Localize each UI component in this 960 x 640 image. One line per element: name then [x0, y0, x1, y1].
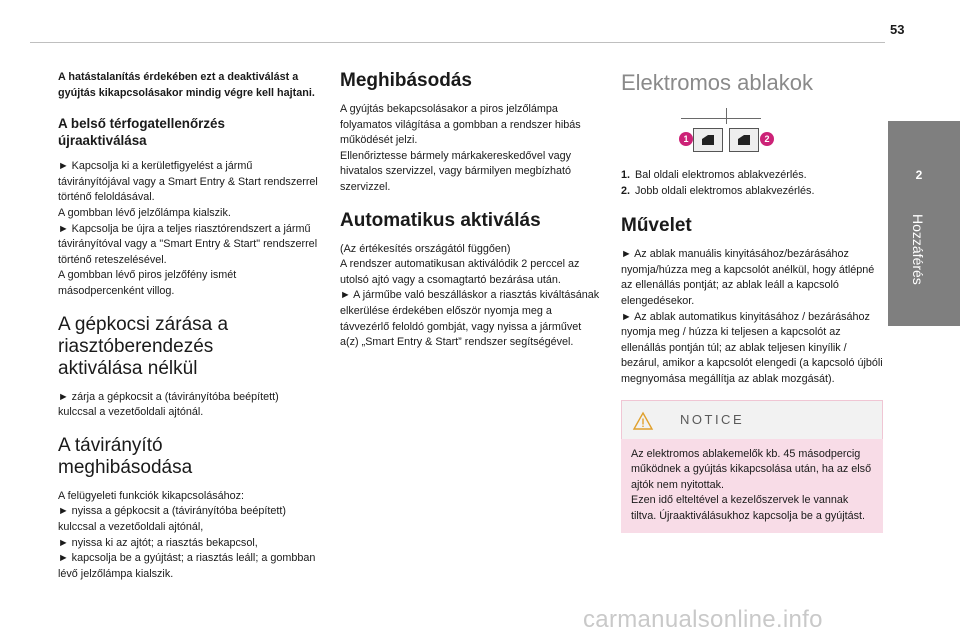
section-text-operation: ► Az ablak manuális kinyitásához/bezárásához nyomja/húzza meg a kapcsolót anélkül, hogy átlépné az ellenállás pontját; az ablak leáll a kapcsoló elengedésekor. ► Az ablak automatikus kinyitásához / bezárásához nyomja meg / húzza ki teljesen a kapcsolót az ellenállás pontján túl; az ablak teljesen kinyílik / bezárul, amikor a kapcsolót elengedi (a kapcsoló újbóli megnyomása megállítja az ablak mozgását).	[621, 248, 883, 385]
figure-badge-1: 1	[679, 132, 693, 146]
notice-text: Az elektromos ablakemelők kb. 45 másodpercig működnek a gyújtás kikapcsolása után, ha az első ajtók nem nyitottak. Ezen idő elteltével a kezelőszervek le vannak tiltva. Újraaktiválásukhoz kapcsolja be a gyújtást.	[631, 447, 872, 522]
column-1	[58, 70, 320, 582]
window-switch-icon	[693, 128, 723, 152]
column-2	[340, 70, 602, 351]
figure-badge-2: 2	[760, 132, 774, 146]
section-text-remote-failure: A felügyeleti funkciók kikapcsolásához: ► nyissa a gépkocsit a (távirányítóba beépített) kulccsal a vezetőoldali ajtónál, ► nyissa ki az ajtót; a riasztás bekapcsol, ► kapcsolja be a gyújtást; a riasztás leáll; a gombban lévő jelzőlámpa kialszik.	[58, 489, 316, 580]
section-title-reactivation: A belső térfogatellenőrzés újraaktiválása	[58, 116, 225, 149]
list-item: 2. Jobb oldali elektromos ablakvezérlés.	[621, 184, 815, 197]
column-3	[621, 70, 883, 533]
window-switch-icon	[729, 128, 759, 152]
chapter-name: Hozzáférés	[910, 214, 926, 285]
notice-title: NOTICE	[680, 411, 745, 427]
notice-header	[621, 400, 883, 439]
section-title-malfunction: Meghibásodás	[340, 70, 472, 91]
section-text-auto-activation: (Az értékesítés országától függően) A rendszer automatikusan aktiválódik 2 perccel az utolsó ajtó vagy a csomagtartó bezárása után. ► A járműbe való beszálláskor a riasztás kiváltásának elkerülése érdekében először nyomja meg a távvezérlő feloldó gombját, vagy nyissa a járművet a(z) „Smart Entry & Start” rendszer segítségével.	[340, 242, 600, 349]
window-controls-list	[621, 168, 883, 199]
section-text-malfunction: A gyújtás bekapcsolásakor a piros jelzőlámpa folyamatos világítása a gombban a rendszer hibás működését jelzi. Ellenőriztesse bármely márkakereskedővel vagy hivatalos szervizzel, vagy bármilyen megbízható szervizzel.	[340, 103, 581, 193]
page-number: 53	[890, 22, 905, 37]
warning-triangle-icon	[632, 411, 654, 431]
watermark: carmanualsonline.info	[583, 606, 823, 633]
chapter-number: 2	[915, 168, 923, 182]
list-item: 1. Bal oldali elektromos ablakvezérlés.	[621, 169, 807, 181]
section-title-lock-without-alarm: A gépkocsi zárása a riasztóberendezés aktiválása nélkül	[58, 313, 229, 379]
intro-warning: A hatástalanítás érdekében ezt a deaktiválást a gyújtás kikapcsolásakor mindig végre kell hajtani.	[58, 71, 315, 99]
notice-box	[621, 400, 883, 533]
section-text-reactivation: ► Kapcsolja ki a kerületfigyelést a jármű távirányítójával vagy a Smart Entry & Start rendszerrel történő feloldásával. A gombban lévő jelzőlámpa kialszik. ► Kapcsolja be újra a teljes riasztórendszert a jármű távirányítóval vagy a "Smart Entry & Start" rendszerrel történő reteszelésével. A gombban lévő piros jelzőfény ismét másodpercenként villog.	[58, 160, 318, 297]
window-switch-figure	[621, 108, 883, 160]
section-title-electric-windows: Elektromos ablakok	[621, 70, 813, 95]
header-divider	[30, 42, 885, 43]
section-title-operation: Művelet	[621, 215, 692, 237]
section-title-remote-failure: A távirányító meghibásodása	[58, 434, 193, 478]
section-text-lock-without-alarm: ► zárja a gépkocsit a (távirányítóba beépített) kulccsal a vezetőoldali ajtónál.	[58, 390, 279, 419]
section-title-auto-activation: Automatikus aktiválás	[340, 209, 541, 231]
